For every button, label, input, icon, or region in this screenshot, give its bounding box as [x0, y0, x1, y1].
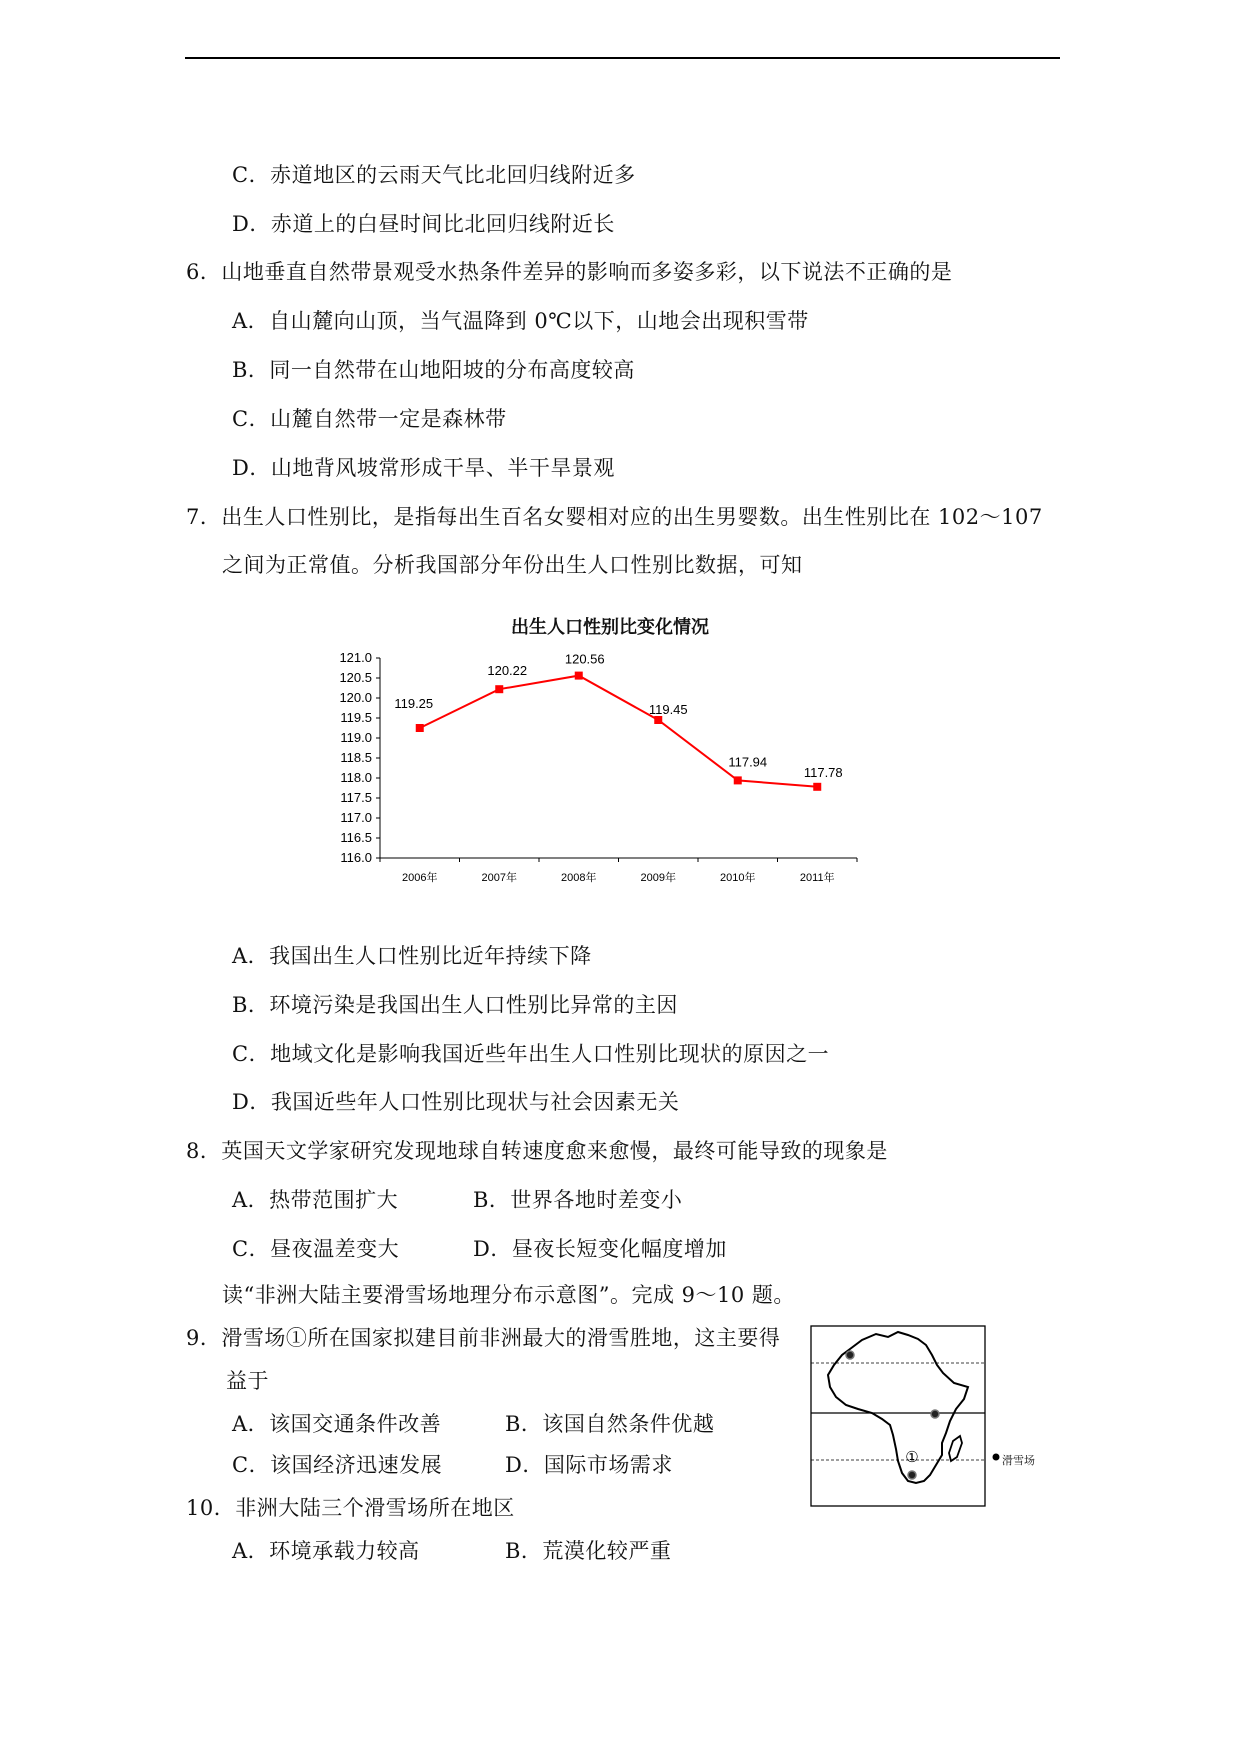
chart-canvas: [320, 650, 900, 905]
q7-stem-continued: 之间为正常值。分析我国部分年份出生人口性别比数据，可知: [222, 553, 803, 577]
y-tick-label: 120.5: [339, 670, 372, 685]
legend-dot: [993, 1454, 1000, 1461]
q8-option-c: C．昼夜温差变大: [232, 1237, 400, 1261]
q9-option-d: D．国际市场需求: [505, 1453, 673, 1477]
ski-resort-marker-east: [931, 1410, 939, 1418]
header-rule: [185, 57, 1060, 59]
y-tick-label: 116.5: [340, 830, 372, 845]
series-line: [420, 676, 818, 787]
data-point: [813, 783, 821, 791]
q6-option-d: D．山地背风坡常形成干旱、半干旱景观: [232, 456, 615, 480]
data-point: [575, 672, 583, 680]
q9-option-a: A．该国交通条件改善: [232, 1412, 442, 1436]
y-tick-label: 118.0: [340, 770, 372, 785]
data-label: 117.94: [728, 754, 768, 770]
y-tick-label: 119.5: [340, 710, 372, 725]
y-tick-label: 118.5: [340, 750, 372, 765]
data-point: [734, 776, 742, 784]
q7-option-c: C．地域文化是影响我国近些年出生人口性别比现状的原因之一: [232, 1042, 830, 1066]
q5-option-d: D．赤道上的白昼时间比北回归线附近长: [232, 212, 615, 236]
q10-option-b: B．荒漠化较严重: [505, 1539, 672, 1563]
y-tick-label: 120.0: [339, 690, 372, 705]
y-tick-label: 117.0: [340, 810, 372, 825]
data-point: [495, 685, 503, 693]
y-tick-label: 116.0: [340, 850, 372, 865]
q10-option-a: A．环境承载力较高: [232, 1539, 420, 1563]
data-label: 120.22: [487, 663, 528, 679]
data-label: 117.78: [803, 764, 843, 780]
x-tick-label: 2009年: [640, 872, 676, 884]
x-tick-label: 2011年: [799, 872, 835, 884]
chart-title: 出生人口性别比变化情况: [511, 617, 709, 638]
q6-stem: 6．山地垂直自然带景观受水热条件差异的影响而多姿多彩，以下说法不正确的是: [186, 260, 953, 284]
data-point: [654, 716, 662, 724]
q9-option-b: B．该国自然条件优越: [505, 1412, 715, 1436]
q7-stem: 7．出生人口性别比，是指每出生百名女婴相对应的出生男婴数。出生性别比在 102～107: [186, 505, 1043, 529]
q7-option-b: B．环境污染是我国出生人口性别比异常的主因: [232, 993, 678, 1017]
q6-option-b: B．同一自然带在山地阳坡的分布高度较高: [232, 358, 635, 382]
data-label: 119.45: [648, 702, 688, 717]
q9-option-c: C．该国经济迅速发展: [232, 1453, 443, 1477]
x-tick-label: 2006年: [402, 872, 438, 884]
q7-option-a: A．我国出生人口性别比近年持续下降: [232, 944, 592, 968]
x-tick-label: 2007年: [481, 872, 517, 884]
q9-stem: 9．滑雪场①所在国家拟建目前非洲最大的滑雪胜地，这主要得: [186, 1326, 781, 1350]
q8-option-a: A．热带范围扩大: [232, 1188, 399, 1212]
map-frame: [811, 1326, 985, 1506]
y-tick-label: 121.0: [339, 650, 372, 665]
data-point: [416, 724, 424, 732]
x-tick-label: 2008年: [561, 872, 597, 884]
q6-option-c: C．山麓自然带一定是森林带: [232, 407, 507, 431]
sex-ratio-chart: [320, 605, 900, 905]
ski-resort-marker-south: [908, 1471, 916, 1479]
read-instruction: 读“非洲大陆主要滑雪场地理分布示意图”。完成 9～10 题。: [222, 1283, 795, 1307]
y-tick-label: 117.5: [340, 790, 372, 805]
data-label: 119.25: [394, 696, 434, 711]
q9-stem-continued: 益于: [226, 1369, 269, 1393]
africa-map-drawing: [810, 1325, 1060, 1510]
q8-option-d: D．昼夜长短变化幅度增加: [473, 1237, 727, 1261]
q8-stem: 8．英国天文学家研究发现地球自转速度愈来愈慢，最终可能导致的现象是: [186, 1139, 888, 1163]
y-tick-label: 119.0: [340, 730, 372, 745]
map-legend-label: 滑雪场: [1002, 1454, 1035, 1467]
q5-option-c: C．赤道地区的云雨天气比北回归线附近多: [232, 163, 636, 187]
ski-resort-marker-north: [846, 1351, 854, 1359]
q10-stem: 10．非洲大陆三个滑雪场所在地区: [186, 1496, 515, 1520]
africa-ski-resort-map: [810, 1325, 1060, 1510]
q7-option-d: D．我国近些年人口性别比现状与社会因素无关: [232, 1090, 680, 1114]
q6-option-a: A．自山麓向山顶，当气温降到 0℃以下，山地会出现积雪带: [232, 309, 809, 333]
ski-resort-1-label: ①: [905, 1448, 919, 1466]
q8-option-b: B．世界各地时差变小: [473, 1188, 683, 1212]
data-label: 120.56: [564, 651, 605, 667]
x-tick-label: 2010年: [720, 872, 756, 884]
madagascar-island: [949, 1436, 962, 1461]
